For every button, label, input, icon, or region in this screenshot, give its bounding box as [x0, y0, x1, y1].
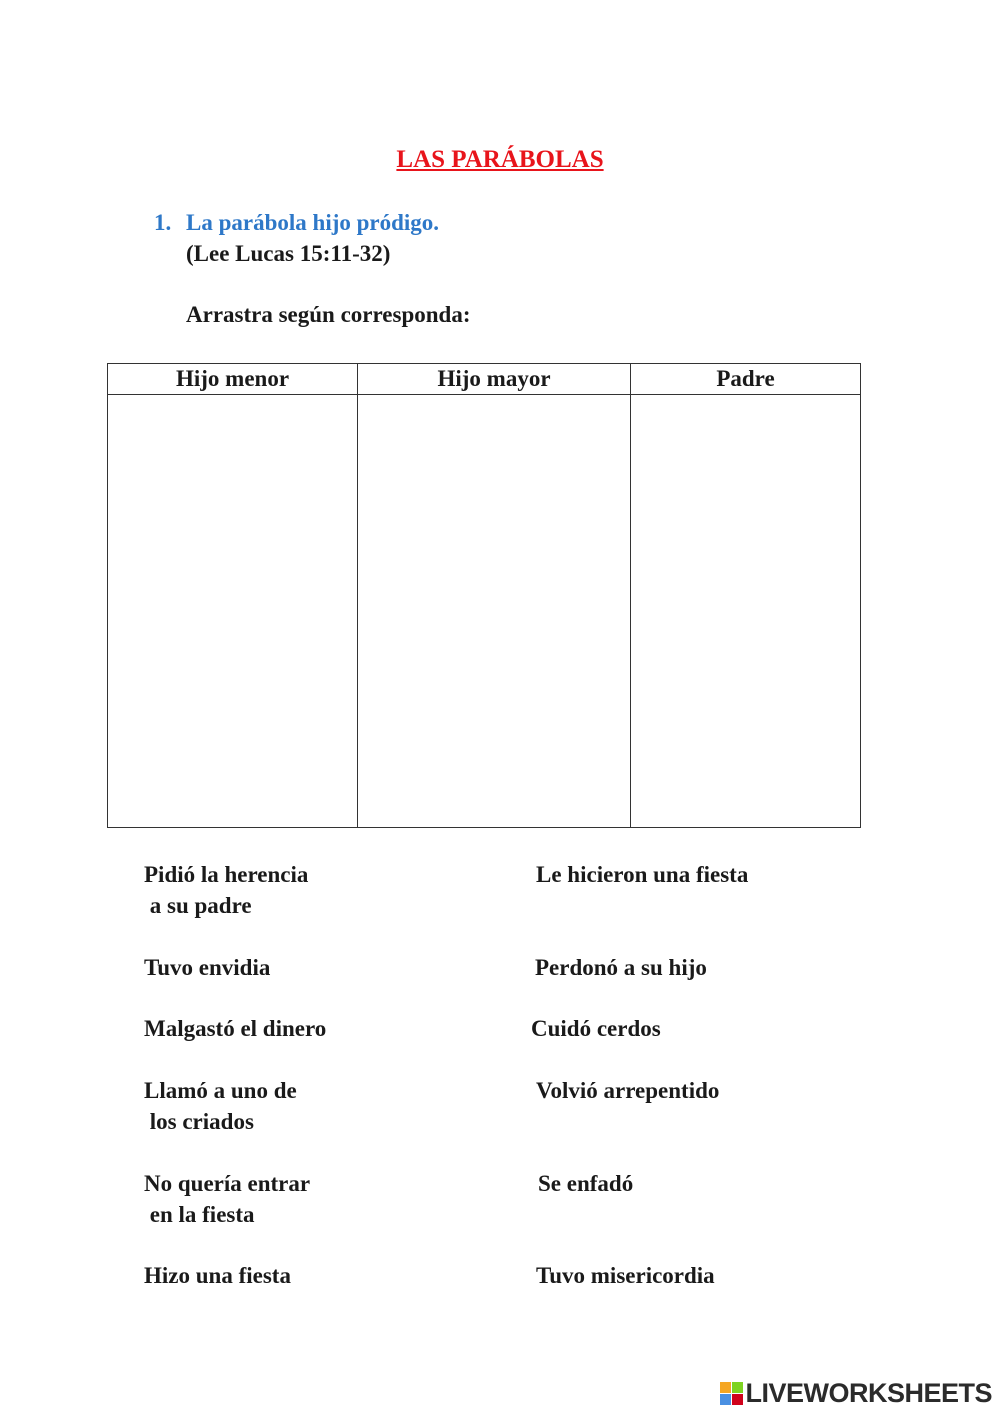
- logo-text: LIVEWORKSHEETS: [745, 1378, 992, 1408]
- logo-square-4: [732, 1394, 743, 1405]
- bible-reference: (Lee Lucas 15:11-32): [186, 241, 391, 266]
- draggable-item-malgasto-dinero[interactable]: Malgastó el dinero: [144, 1016, 327, 1041]
- question-number: 1.: [154, 210, 172, 235]
- draggable-item-cuido-cerdos[interactable]: Cuidó cerdos: [531, 1016, 661, 1041]
- draggable-item-perdono-hijo[interactable]: Perdonó a su hijo: [535, 955, 707, 980]
- instruction-text: Arrastra según corresponda:: [186, 302, 471, 327]
- draggable-item-volvio-arrepentido[interactable]: Volvió arrepentido: [536, 1078, 720, 1103]
- draggable-item-tuvo-envidia[interactable]: Tuvo envidia: [144, 955, 271, 980]
- draggable-item-se-enfado[interactable]: Se enfadó: [538, 1171, 634, 1196]
- column-header-hijo-menor: Hijo menor: [108, 364, 358, 395]
- column-header-hijo-mayor: Hijo mayor: [358, 364, 631, 395]
- logo-square-2: [732, 1382, 743, 1393]
- drop-zone-hijo-mayor[interactable]: [358, 395, 631, 828]
- liveworksheets-logo-icon: [720, 1382, 743, 1405]
- logo-square-1: [720, 1382, 731, 1393]
- liveworksheets-logo[interactable]: [720, 1378, 992, 1409]
- draggable-item-pidio-herencia[interactable]: Pidió la herencia a su padre: [144, 862, 309, 918]
- drop-zone-hijo-menor[interactable]: [108, 395, 358, 828]
- question-title: La parábola hijo pródigo.: [186, 210, 440, 235]
- worksheet-title: LAS PARÁBOLAS: [396, 146, 604, 173]
- sorting-table: [107, 363, 861, 828]
- column-header-padre: Padre: [631, 364, 861, 395]
- drop-zone-padre[interactable]: [631, 395, 861, 828]
- draggable-item-le-hicieron-fiesta[interactable]: Le hicieron una fiesta: [536, 862, 749, 887]
- draggable-item-no-queria-entrar[interactable]: No quería entrar en la fiesta: [144, 1171, 311, 1227]
- draggable-item-tuvo-misericordia[interactable]: Tuvo misericordia: [536, 1263, 715, 1288]
- draggable-item-llamo-criados[interactable]: Llamó a uno de los criados: [144, 1078, 297, 1134]
- draggable-item-hizo-fiesta[interactable]: Hizo una fiesta: [144, 1263, 291, 1288]
- logo-square-3: [720, 1394, 731, 1405]
